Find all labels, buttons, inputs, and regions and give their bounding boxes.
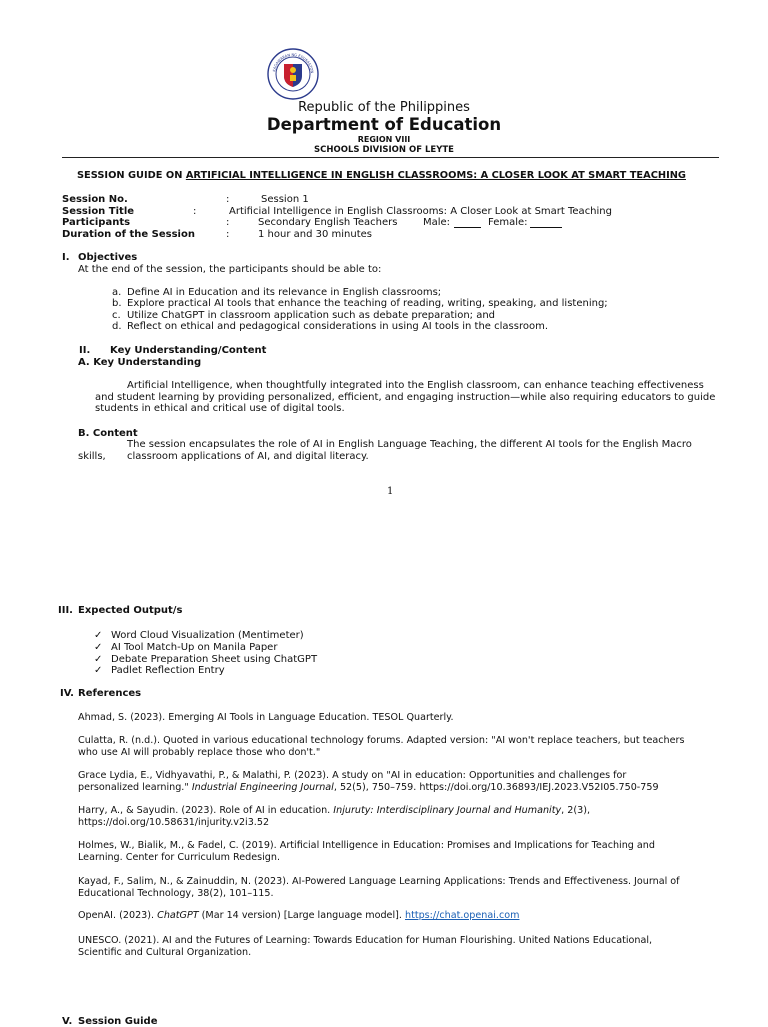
reference-journal: Injuruty: Interdisciplinary Journal and Humanity <box>333 805 562 816</box>
reference-entry <box>78 840 718 863</box>
reference-text: , 2(3), <box>561 805 591 816</box>
reference-line: Educational Technology, 38(2), 101–115. <box>78 887 274 899</box>
reference-line: Grace Lydia, E., Vidhyavathi, P., & Malathi, P. (2023). A study on "AI in education: Opportunities and challenges for <box>78 770 627 781</box>
session-no-value: Session 1 <box>261 194 309 205</box>
colon: : <box>226 229 230 240</box>
seal-text: KAGAWARAN NG EDUKASYON <box>272 52 315 74</box>
female-blank <box>530 227 562 228</box>
country-name: Republic of the Philippines <box>298 100 470 115</box>
expected-heading: Expected Output/s <box>78 605 183 616</box>
objective-marker: c. <box>112 310 121 321</box>
session-guide-heading: Session Guide <box>78 1016 158 1027</box>
region-label: REGION VIII <box>357 135 411 144</box>
reference-line: Scientific and Cultural Organization. <box>78 946 252 958</box>
expected-item: Padlet Reflection Entry <box>111 665 225 676</box>
female-label: Female: <box>488 217 528 228</box>
reference-line: Holmes, W., Bialik, M., & Fadel, C. (2019). Artificial Intelligence in Education: Promises and Implications for Teaching and <box>78 840 655 851</box>
check-icon: ✓ <box>94 630 103 641</box>
reference-line: Culatta, R. (n.d.). Quoted in various educational technology forums. Adapted version: "AI won't replace teachers, but teachers <box>78 735 685 746</box>
reference-line: Learning. Center for Curriculum Redesign. <box>78 851 281 863</box>
session-title-label: Session Title <box>62 206 135 217</box>
reference-entry <box>78 735 718 758</box>
male-label: Male: <box>423 217 451 228</box>
title-topic: ARTIFICIAL INTELLIGENCE IN ENGLISH CLASSROOMS: A CLOSER LOOK AT SMART TEACHING <box>185 170 686 181</box>
reference-title: ChatGPT <box>157 910 199 921</box>
objective-item: Explore practical AI tools that enhance the teaching of reading, writing, speaking, and listening; <box>127 298 608 309</box>
reference-entry <box>78 935 718 958</box>
reference-line: https://doi.org/10.58631/injurity.v2i3.52 <box>78 816 270 828</box>
objectives-heading: Objectives <box>78 252 138 263</box>
reference-line: who use AI will probably replace those who don't." <box>78 746 321 758</box>
reference-line <box>78 782 718 794</box>
reference-text: (Mar 14 version) [Large language model]. <box>198 910 405 921</box>
reference-line: UNESCO. (2021). AI and the Futures of Learning: Towards Education for Human Flourishing. United Nations Educational, <box>78 935 653 946</box>
content-heading: B. Content <box>78 428 138 439</box>
participants-value: Secondary English Teachers <box>258 217 398 228</box>
colon: : <box>226 194 230 205</box>
expected-item: Debate Preparation Sheet using ChatGPT <box>111 654 318 665</box>
reference-entry <box>78 876 718 899</box>
objective-marker: a. <box>112 287 122 298</box>
colon: : <box>226 217 230 228</box>
key-understanding-line: Artificial Intelligence, when thoughtfully integrated into the English classroom, can enhance teaching effectiveness <box>127 380 704 391</box>
reference-journal: Industrial Engineering Journal <box>191 781 334 793</box>
session-guide-title <box>77 170 686 181</box>
reference-line: Kayad, F., Salim, N., & Zainuddin, N. (2023). AI-Powered Language Learning Applications: Trends and Effectiveness. Journal of <box>78 876 680 887</box>
deped-seal-icon <box>267 48 319 100</box>
reference-text: , 52(5), 750–759. https://doi.org/10.36893/IEJ.2023.V52I05.750-759 <box>333 781 659 793</box>
colon: : <box>193 206 197 217</box>
title-prefix: SESSION GUIDE ON <box>77 170 186 181</box>
session-no-label: Session No. <box>62 194 128 205</box>
expected-item: Word Cloud Visualization (Mentimeter) <box>111 630 304 641</box>
key-heading: Key Understanding/Content <box>110 345 267 356</box>
check-icon: ✓ <box>94 654 103 665</box>
division-label: SCHOOLS DIVISION OF LEYTE <box>314 145 454 155</box>
duration-label: Duration of the Session <box>62 229 195 240</box>
reference-entry <box>78 712 718 724</box>
reference-line: Ahmad, S. (2023). Emerging AI Tools in Language Education. TESOL Quarterly. <box>78 712 454 723</box>
objective-marker: d. <box>112 321 122 332</box>
key-understanding-line: students in ethical and critical use of digital tools. <box>95 403 345 414</box>
male-blank <box>454 227 481 228</box>
reference-line <box>78 805 718 817</box>
objectives-intro: At the end of the session, the participants should be able to: <box>78 264 382 275</box>
reference-entry <box>78 910 718 922</box>
objective-item: Define AI in Education and its relevance in English classrooms; <box>127 287 442 298</box>
reference-entry <box>78 805 718 828</box>
content-line: classroom applications of AI, and digital literacy. <box>127 451 369 462</box>
references-heading: References <box>78 688 142 699</box>
expected-numeral: III. <box>58 605 73 616</box>
session-guide-numeral: V. <box>62 1016 73 1027</box>
page-number: 1 <box>387 486 394 497</box>
objective-item: Reflect on ethical and pedagogical considerations in using AI tools in the classroom. <box>127 321 549 332</box>
reference-text: Harry, A., & Sayudin. (2023). Role of AI in education. <box>78 805 334 816</box>
reference-text: personalized learning." <box>78 781 192 793</box>
participants-label: Participants <box>62 217 131 228</box>
check-icon: ✓ <box>94 665 103 676</box>
duration-value: 1 hour and 30 minutes <box>258 229 372 240</box>
session-title-value: Artificial Intelligence in English Classrooms: A Closer Look at Smart Teaching <box>229 206 612 217</box>
content-line: skills, <box>78 451 106 462</box>
key-understanding-line: and student learning by providing personalized, efficient, and engaging instruction—while also requiring educators to guide <box>95 392 716 403</box>
reference-line <box>78 910 718 922</box>
header-divider <box>62 157 719 158</box>
expected-item: AI Tool Match-Up on Manila Paper <box>111 642 278 653</box>
chatgpt-link[interactable]: https://chat.openai.com <box>404 910 520 921</box>
objectives-numeral: I. <box>62 252 70 263</box>
objective-marker: b. <box>112 298 122 309</box>
objective-item: Utilize ChatGPT in classroom application such as debate preparation; and <box>127 310 496 321</box>
key-understanding-heading: A. Key Understanding <box>78 357 202 368</box>
reference-text: OpenAI. (2023). <box>78 910 158 921</box>
check-icon: ✓ <box>94 642 103 653</box>
reference-entry <box>78 770 718 793</box>
key-numeral: II. <box>79 345 91 356</box>
department-name: Department of Education <box>266 115 502 134</box>
references-numeral: IV. <box>60 688 74 699</box>
content-line: The session encapsulates the role of AI in English Language Teaching, the different AI tools for the English Macro <box>127 439 692 450</box>
